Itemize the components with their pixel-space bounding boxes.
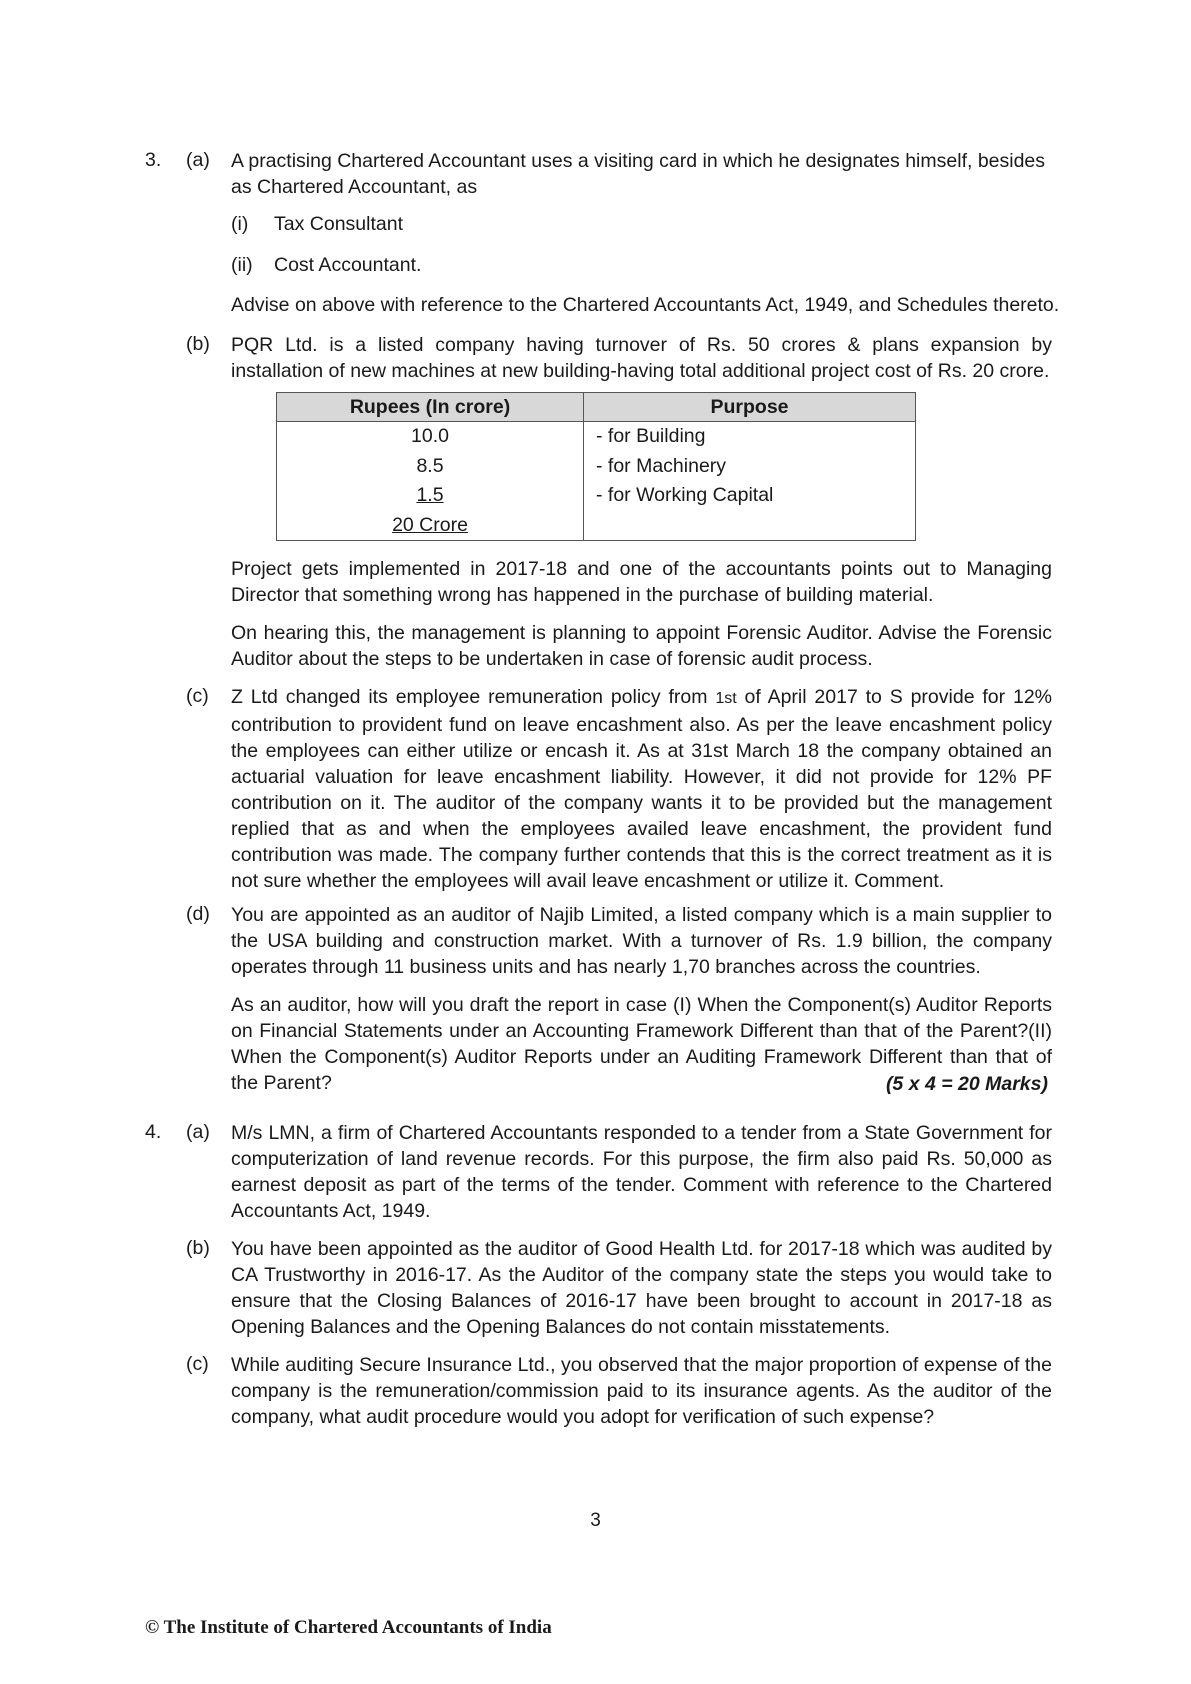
question-3b-para1: Project gets implemented in 2017-18 and one of the accountants points out to Managing Director that something wrong has happened in the purchase of building material. bbox=[231, 558, 1052, 606]
table-purpose-column bbox=[584, 422, 916, 541]
table-cell: 10.0 bbox=[411, 425, 449, 447]
question-3d-text: You are appointed as an auditor of Najib Limited, a listed company which is a main supplier to the USA building and construction market. With a turnover of Rs. 1.9 billion, the company operates through 11 business units and has nearly 1,70 branches across the countries. bbox=[231, 904, 1052, 978]
question-4a-label: (a) bbox=[186, 1121, 210, 1143]
question-3b-para2: On hearing this, the management is planning to appoint Forensic Auditor. Advise the Forensic Auditor about the steps to be undertaken in case of forensic audit process. bbox=[231, 622, 1052, 670]
question-4b-text: You have been appointed as the auditor of Good Health Ltd. for 2017-18 which was audited by CA Trustworthy in 2016-17. As the Auditor of the company state the steps you would take to ensure that the Closing Balances of 2016-17 have been brought to account in 2017-18 as Opening Balances and the Opening Balances do not contain misstatements. bbox=[231, 1238, 1052, 1338]
table-cell: - for Building bbox=[596, 425, 706, 447]
question-3d-para2: As an auditor, how will you draft the report in case (I) When the Component(s) Auditor Reports on Financial Statements under an Accounting Framework Different than that of the Parent?(II) When the Component(s) Auditor Reports under an Auditing Framework Different than that of the Parent? bbox=[231, 994, 1052, 1094]
table-amount-column bbox=[277, 422, 584, 541]
question-3a-label: (a) bbox=[186, 149, 210, 171]
question-3a-text: A practising Chartered Accountant uses a visiting card in which he designates himself, besides as Chartered Accountant, as bbox=[231, 150, 1046, 198]
question-4-number: 4. bbox=[145, 1121, 162, 1143]
question-3b-label: (b) bbox=[186, 333, 210, 355]
question-4c-text: While auditing Secure Insurance Ltd., you observed that the major proportion of expense of the company is the remuneration/commission paid to its insurance agents. As the auditor of the company, what audit procedure would you adopt for verification of such expense? bbox=[231, 1354, 1052, 1428]
question-3-number: 3. bbox=[145, 149, 162, 171]
item-ii-text: Cost Accountant. bbox=[274, 254, 422, 276]
page-number: 3 bbox=[590, 1510, 601, 1531]
project-cost-table bbox=[276, 392, 916, 541]
question-4b-label: (b) bbox=[186, 1237, 210, 1259]
question-4c-label: (c) bbox=[186, 1353, 209, 1375]
table-cell: - for Machinery bbox=[596, 454, 727, 477]
table-header-amount: Rupees (In crore) bbox=[277, 393, 584, 422]
table-cell: 8.5 bbox=[416, 454, 444, 477]
copyright-footer: © The Institute of Chartered Accountants of India bbox=[145, 1617, 552, 1638]
question-3a-advise: Advise on above with reference to the Chartered Accountants Act, 1949, and Schedules thereto. bbox=[231, 294, 1060, 316]
table-header-purpose: Purpose bbox=[584, 393, 916, 422]
table-cell: 1.5 bbox=[416, 484, 444, 506]
question-3c-text: Z Ltd changed its employee remuneration policy from 1st of April 2017 to S provide for 12% contribution to provident fund on leave encashment also. As per the leave encashment policy the employees can either utilize or encash it. As at 31st March 18 the company obtained an actuarial valuation for leave encashment liability. However, it did not provide for 12% PF contribution on it. The auditor of the company wants it to be provided but the management replied that as and when the employees availed leave encashment, the provident fund contribution was made. The company further contends that this is the correct treatment as it is not sure whether the employees will avail leave encashment or utilize it. Comment. bbox=[231, 686, 1052, 892]
item-i-label: (i) bbox=[231, 213, 249, 235]
question-3d-label: (d) bbox=[186, 903, 210, 925]
table-total-cell: 20 Crore bbox=[392, 513, 468, 536]
item-ii-label: (ii) bbox=[231, 254, 253, 276]
question-4a-text: M/s LMN, a firm of Chartered Accountants responded to a tender from a State Government for computerization of land revenue records. For this purpose, the firm also paid Rs. 50,000 as earnest deposit as part of the terms of the tender. Comment with reference to the Chartered Accountants Act, 1949. bbox=[231, 1122, 1052, 1222]
item-i-text: Tax Consultant bbox=[274, 213, 403, 235]
question-3b-text: PQR Ltd. is a listed company having turnover of Rs. 50 crores & plans expansion by installation of new machines at new building-having total additional project cost of Rs. 20 crore. bbox=[231, 334, 1052, 382]
marks-allocation: (5 x 4 = 20 Marks) bbox=[885, 1073, 1048, 1095]
table-cell: - for Working Capital bbox=[596, 484, 774, 506]
question-3c-label: (c) bbox=[186, 685, 209, 707]
